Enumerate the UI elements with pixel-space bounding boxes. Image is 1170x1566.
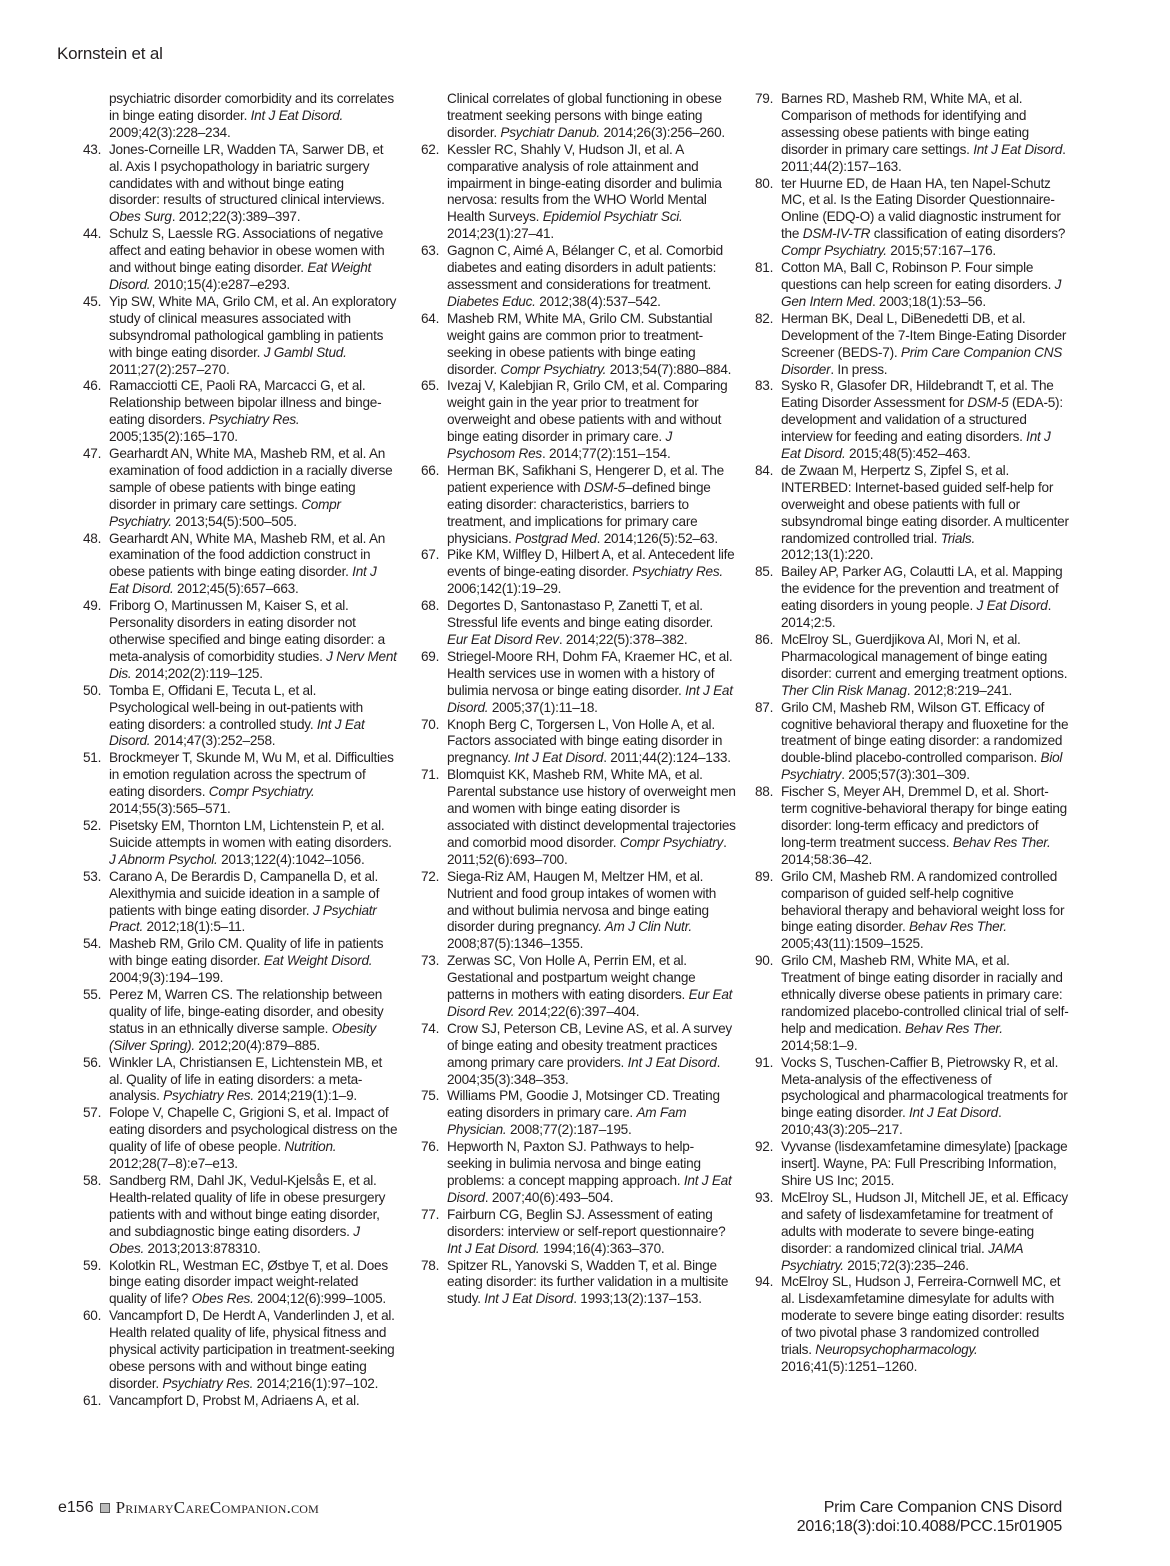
- running-head: Kornstein et al: [57, 44, 163, 63]
- reference-item: [80, 378, 398, 446]
- reference-number: 76.: [421, 1139, 440, 1155]
- reference-number: 64.: [421, 310, 440, 326]
- journal-title: Int J Eat Disord.: [109, 564, 377, 597]
- reference-text: Tomba E, Offidani E, Tecuta L, et al. Psychological well-being in out-patients with eating disorders: a controlled study.: [109, 682, 363, 732]
- reference-item: [418, 767, 736, 868]
- reference-text: Hepworth N, Paxton SJ. Pathways to help-seeking in bulimia nervosa and binge eating problems: a concept mapping approach.: [447, 1139, 701, 1188]
- journal-title: Psychiatry Res.: [208, 412, 300, 428]
- reference-item: [80, 683, 398, 751]
- reference-text: . 2011;44(2):124–133.: [603, 750, 731, 766]
- journal-title: Postgrad Med: [515, 530, 597, 546]
- journal-title: DSM-5: [583, 479, 625, 495]
- reference-text: . 2012;22(3):389–397.: [171, 209, 301, 225]
- reference-text: Folope V, Chapelle C, Grigioni S, et al. Impact of eating disorders and psychological distress on the quality of life of obese people.: [109, 1105, 398, 1155]
- reference-number: 62.: [421, 141, 440, 157]
- reference-number: 69.: [421, 648, 440, 664]
- reference-text: 2014;58:36–42.: [781, 851, 872, 867]
- reference-text: 1994;16(4):363–370.: [539, 1240, 665, 1256]
- reference-text: de Zwaan M, Herpertz S, Zipfel S, et al. INTERBED: Internet-based guided self-help for overweight and obese patients with full or subsyndromal binge eating disorder. A multicenter randomized controlled trial.: [781, 462, 1069, 546]
- reference-text: Pike KM, Wilfley D, Hilbert A, et al. Antecedent life events of binge-eating disorder.: [447, 547, 735, 580]
- reference-number: 85.: [755, 564, 774, 580]
- journal-title: Behav Res Ther.: [904, 1020, 1003, 1036]
- reference-text: . 2011;52(6):693–700.: [447, 834, 727, 867]
- journal-title: JAMA Psychiatry.: [781, 1240, 1023, 1273]
- reference-number: 70.: [421, 716, 440, 732]
- reference-text: . 2005;57(3):301–309.: [841, 767, 970, 783]
- journal-title: Am Fam Physician.: [447, 1105, 687, 1138]
- reference-number: 63.: [421, 243, 440, 259]
- reference-text: Kolotkin RL, Westman EC, Østbye T, et al. Does binge eating disorder impact weight-related quality of life?: [109, 1257, 388, 1307]
- reference-item: [752, 463, 1070, 564]
- reference-item: [80, 1055, 398, 1106]
- reference-number: 79.: [755, 91, 774, 106]
- reference-number: 91.: [755, 1054, 774, 1070]
- reference-text: . 2014;77(2):151–154.: [541, 446, 671, 462]
- reference-text: Herman BK, Safikhani S, Hengerer D, et al. The patient experience with: [447, 462, 724, 495]
- journal-title: Am J Clin Nutr.: [604, 919, 692, 935]
- reference-text: 2014;55(3):565–571.: [109, 801, 231, 817]
- footer-citation: [797, 1498, 1062, 1536]
- reference-number: 60.: [83, 1308, 102, 1324]
- reference-number: 53.: [83, 868, 102, 884]
- journal-title: Eat Weight Disord.: [263, 953, 373, 969]
- reference-text: Brockmeyer T, Skunde M, Wu M, et al. Difficulties in emotion regulation across the spectrum of eating disorders.: [109, 750, 394, 800]
- reference-number: 43.: [83, 141, 102, 157]
- reference-text: . 1993;13(2):137–153.: [573, 1291, 702, 1307]
- journal-title: Prim Care Companion CNS Disorder: [781, 344, 1063, 377]
- reference-number: 51.: [83, 750, 102, 766]
- journal-title: J Eat Disord: [976, 598, 1048, 614]
- journal-title: Int J Eat Disord.: [447, 1240, 540, 1256]
- reference-item: [80, 1308, 398, 1393]
- reference-number: 45.: [83, 293, 102, 309]
- reference-number: 56.: [83, 1054, 102, 1070]
- reference-item: [80, 750, 398, 818]
- reference-item: [80, 294, 398, 379]
- reference-text: Barnes RD, Masheb RM, White MA, et al. Comparison of methods for identifying and assessing obese patients with binge eating disorder in primary care settings.: [781, 91, 1029, 157]
- reference-text: Masheb RM, White MA, Grilo CM. Substantial weight gains are common prior to treatment-seeking in obese patients with binge eating disorder.: [447, 310, 713, 377]
- reference-text: Fischer S, Meyer AH, Dremmel D, et al. Short-term cognitive-behavioral therapy for binge eating disorder: long-term efficacy and predictors of long-term treatment success.: [781, 784, 1067, 850]
- reference-number: 61.: [83, 1392, 102, 1408]
- reference-text: 2005;43(11):1509–1525.: [781, 936, 924, 952]
- reference-item: [752, 1274, 1070, 1375]
- reference-text: ter Huurne ED, de Haan HA, ten Napel-Schutz MC, et al. Is the Eating Disorder Questionnaire-Online (EDQ-O) a valid diagnostic instrument for the: [781, 175, 1061, 242]
- journal-title: Obesity (Silver Spring).: [109, 1020, 377, 1053]
- reference-number: 44.: [83, 226, 102, 242]
- reference-number: 83.: [755, 378, 774, 394]
- reference-number: 68.: [421, 598, 440, 614]
- reference-column-2: [418, 91, 736, 1308]
- reference-item: [418, 1258, 736, 1309]
- reference-text: Zerwas SC, Von Holle A, Perrin EM, et al. Gestational and postpartum weight change patterns in mothers with eating disorders.: [447, 953, 696, 1003]
- journal-title: Int J Eat Disord: [627, 1054, 717, 1070]
- reference-item: [752, 176, 1070, 261]
- reference-text: 2004;12(6):999–1005.: [253, 1291, 386, 1307]
- reference-text: 2014;219(1):1–9.: [253, 1088, 357, 1104]
- reference-number: 87.: [755, 699, 774, 715]
- reference-text: Fairburn CG, Beglin SJ. Assessment of eating disorders: interview or self-report questionnaire?: [447, 1206, 726, 1239]
- reference-text: Striegel-Moore RH, Dohm FA, Kraemer HC, et al. Health services use in women with a history of bulimia nervosa or binge eating disorder.: [447, 648, 733, 698]
- reference-item: [752, 784, 1070, 869]
- reference-text: (EDA-5): development and validation of a structured interview for feeding and eating disorders.: [781, 395, 1063, 445]
- journal-title: Int J Eat Disord.: [109, 716, 365, 749]
- reference-item: [80, 1258, 398, 1309]
- reference-text: 2012;13(1):220.: [781, 547, 874, 563]
- journal-title: J Obes.: [109, 1223, 360, 1256]
- reference-text: . In press.: [830, 361, 888, 377]
- reference-number: 71.: [421, 767, 440, 783]
- reference-text: 2011;27(2):257–270.: [109, 361, 230, 377]
- journal-title: Obes Surg: [109, 209, 172, 225]
- journal-title: Int J Eat Disord: [909, 1105, 998, 1121]
- reference-item: [418, 91, 736, 142]
- reference-item: [418, 953, 736, 1021]
- reference-text: Gearhardt AN, White MA, Masheb RM, et al. An examination of food addiction in a racially diverse sample of obese patients with binge eating disorder in primary care settings.: [109, 446, 393, 512]
- reference-text: Williams PM, Goodie J, Motsinger CD. Treating eating disorders in primary care.: [447, 1088, 720, 1121]
- reference-number: 66.: [421, 462, 440, 478]
- reference-number: 73.: [421, 953, 440, 969]
- reference-text: Vancampfort D, Probst M, Adriaens A, et al.: [109, 1392, 360, 1408]
- reference-text: Schulz S, Laessle RG. Associations of negative affect and eating behavior in obese women with and without binge eating disorder.: [109, 226, 385, 276]
- reference-number: 93.: [755, 1189, 774, 1205]
- reference-text: Cotton MA, Ball C, Robinson P. Four simple questions can help screen for eating disorders.: [781, 260, 1055, 292]
- journal-title: Epidemiol Psychiatr Sci.: [542, 209, 683, 225]
- journal-title: Int J Eat Disord: [514, 750, 604, 766]
- reference-number: 46.: [83, 378, 102, 394]
- site-link[interactable]: PrimaryCareCompanion.com: [115, 1498, 320, 1517]
- reference-text: Ivezaj V, Kalebjian R, Grilo CM, et al. Comparing weight gain in the year prior to treatment for overweight and obese patients with and without binge eating disorder in primary care.: [447, 378, 728, 445]
- reference-text: classification of eating disorders?: [870, 226, 1066, 242]
- reference-text: 2009;42(3):228–234.: [109, 124, 231, 140]
- reference-text: 2012;38(4):537–542.: [535, 293, 661, 309]
- reference-number: 82.: [755, 310, 774, 326]
- journal-title: Psychiatry Res.: [162, 1375, 254, 1391]
- reference-number: 50.: [83, 682, 102, 698]
- reference-text: Carano A, De Berardis D, Campanella D, et al. Alexithymia and suicide ideation in a sample of patients with binge eating disorder.: [109, 868, 380, 918]
- reference-text: 2005;135(2):165–170.: [109, 429, 238, 445]
- reference-text: Jones-Corneille LR, Wadden TA, Sarwer DB, et al. Axis I psychopathology in bariatric surgery candidates with and without binge eating disorder: results of structured clinical interviews.: [109, 141, 385, 208]
- reference-number: 72.: [421, 868, 440, 884]
- reference-item: [418, 142, 736, 243]
- reference-text: 2015;72(3):235–246.: [843, 1257, 969, 1273]
- reference-item: [752, 1139, 1070, 1190]
- reference-item: [752, 378, 1070, 463]
- journal-title: Compr Psychiatry: [619, 834, 724, 850]
- square-bullet-icon: [100, 1503, 110, 1513]
- reference-text: Winkler LA, Christiansen E, Lichtenstein MB, et al. Quality of life in eating disorders: a meta-analysis.: [109, 1054, 383, 1104]
- reference-item: [752, 700, 1070, 785]
- reference-text: Friborg O, Martinussen M, Kaiser S, et al. Personality disorders in eating disorder not otherwise specified and binge eating disorder: a meta-analysis of comorbidity studies.: [109, 598, 385, 664]
- journal-name: Prim Care Companion CNS Disord: [823, 1499, 1062, 1516]
- reference-item: [752, 1190, 1070, 1275]
- journal-title: Int J Eat Disord.: [250, 107, 344, 123]
- journal-title: J Gambl Stud.: [263, 344, 347, 360]
- reference-text: 2015;57:167–176.: [886, 243, 996, 259]
- reference-text: –defined binge eating disorder: characteristics, barriers to treatment, and implications for primary care physicians.: [447, 479, 711, 546]
- reference-item: [418, 1021, 736, 1089]
- journal-title: J Abnorm Psychol.: [109, 851, 218, 867]
- journal-title: Compr Psychiatry.: [208, 784, 315, 800]
- reference-text: . 2012;8:219–241.: [906, 682, 1013, 698]
- reference-item: [418, 378, 736, 463]
- journal-title: Compr Psychiatry.: [109, 496, 341, 529]
- reference-text: Bailey AP, Parker AG, Colautti LA, et al. Mapping the evidence for the prevention and treatment of eating disorders in young people.: [781, 564, 1063, 614]
- journal-title: Biol Psychiatry: [781, 750, 1063, 783]
- reference-text: Herman BK, Deal L, DiBenedetti DB, et al. Development of the 7-Item Binge-Eating Disorder Screener (BEDS-7).: [781, 310, 1067, 360]
- reference-text: Grilo CM, Masheb RM, White MA, et al. Treatment of binge eating disorder in racially and ethnically diverse obese patients in primary care: randomized placebo-controlled clinical trial of self-help and medication.: [781, 953, 1069, 1036]
- reference-item: [752, 1055, 1070, 1140]
- journal-title: Int J Eat Disord: [973, 141, 1063, 157]
- reference-text: 2015;48(5):452–463.: [845, 446, 971, 462]
- reference-item: [418, 1088, 736, 1139]
- reference-number: 67.: [421, 547, 440, 563]
- reference-number: 74.: [421, 1020, 440, 1036]
- reference-text: Clinical correlates of global functioning in obese treatment seeking persons with binge eating disorder.: [447, 91, 722, 140]
- footer-left: [58, 1498, 319, 1518]
- page-number: e156: [58, 1499, 94, 1516]
- reference-item: [80, 531, 398, 599]
- reference-item: [752, 311, 1070, 379]
- reference-number: 90.: [755, 953, 774, 969]
- reference-text: McElroy SL, Hudson J, Ferreira-Cornwell MC, et al. Lisdexamfetamine dimesylate for adults with moderate to severe binge eating disorder: results of two pivotal phase 3 randomized controlled trials.: [781, 1274, 1065, 1358]
- reference-text: Grilo CM, Masheb RM. A randomized controlled comparison of guided self-help cognitive behavioral therapy and behavioral weight loss for binge eating disorder.: [781, 868, 1065, 935]
- reference-text: Kessler RC, Shahly V, Hudson JI, et al. A comparative analysis of role attainment and impairment in binge-eating disorder and bulimia nervosa: results from the WHO World Mental Health Surveys.: [447, 141, 722, 225]
- journal-title: Compr Psychiatry.: [500, 361, 607, 377]
- journal-title: J Psychiatr Pract.: [109, 902, 377, 935]
- reference-item: [752, 91, 1070, 176]
- reference-text: Sandberg RM, Dahl JK, Vedul-Kjelsås E, et al. Health-related quality of life in obese presurgery patients with and without binge eating disorder, and subdiagnostic binge eating disorders.: [109, 1173, 386, 1239]
- reference-text: Gearhardt AN, White MA, Masheb RM, et al. An examination of the food addiction construct in obese patients with binge eating disorder.: [109, 530, 386, 580]
- reference-item: [752, 869, 1070, 954]
- reference-item: [418, 869, 736, 954]
- reference-text: Masheb RM, Grilo CM. Quality of life in patients with binge eating disorder.: [109, 936, 384, 969]
- reference-text: . 2003;18(1):53–56.: [871, 293, 986, 309]
- reference-text: Pisetsky EM, Thornton LM, Lichtenstein P, et al. Suicide attempts in women with eating disorders.: [109, 817, 392, 850]
- reference-number: 80.: [755, 175, 774, 191]
- reference-text: Knoph Berg C, Torgersen L, Von Holle A, et al. Factors associated with binge eating disorder in pregnancy.: [447, 716, 723, 766]
- reference-number: 54.: [83, 936, 102, 952]
- reference-item: [418, 547, 736, 598]
- journal-title: Obes Res.: [191, 1291, 254, 1307]
- reference-text: . 2010;43(3):205–217.: [781, 1105, 1002, 1138]
- reference-text: Siega-Riz AM, Haugen M, Meltzer HM, et al. Nutrient and food group intakes of women with and without bulimia nervosa and binge eating disorder during pregnancy.: [447, 868, 717, 935]
- reference-column-1: [80, 91, 398, 1410]
- journal-title: Behav Res Ther.: [909, 919, 1007, 935]
- reference-text: 2012;45(5):657–663.: [173, 581, 299, 597]
- journal-title: DSM-IV-TR: [802, 226, 871, 242]
- reference-text: Vocks S, Tuschen-Caffier B, Pietrowsky R, et al. Meta-analysis of the effectiveness of psychological and pharmacological treatments for binge eating disorder.: [781, 1054, 1068, 1121]
- reference-item: [80, 1173, 398, 1258]
- reference-text: 2010;15(4):e287–e293.: [150, 276, 290, 292]
- reference-item: [418, 717, 736, 768]
- reference-item: [418, 598, 736, 649]
- reference-item: [80, 226, 398, 294]
- journal-title: Eat Weight Disord.: [109, 260, 372, 292]
- reference-text: Yip SW, White MA, Grilo CM, et al. An exploratory study of clinical measures associated with subsyndromal pathological gambling in patients with binge eating disorder.: [109, 293, 397, 360]
- reference-item: [80, 818, 398, 869]
- reference-text: Ramacciotti CE, Paoli RA, Marcacci G, et al. Relationship between bipolar illness and binge-eating disorders.: [109, 378, 382, 428]
- reference-number: 88.: [755, 784, 774, 800]
- reference-item: [752, 564, 1070, 632]
- reference-item: [418, 649, 736, 717]
- reference-number: 75.: [421, 1088, 440, 1104]
- reference-text: 2014;22(6):397–404.: [514, 1003, 640, 1019]
- reference-number: 55.: [83, 987, 102, 1003]
- journal-title: Int J Eat Disord: [484, 1291, 574, 1307]
- reference-item: [80, 1105, 398, 1173]
- reference-item: [80, 869, 398, 937]
- reference-number: 59.: [83, 1257, 102, 1273]
- reference-text: Spitzer RL, Yanovski S, Wadden T, et al. Binge eating disorder: its further validation in a multisite study.: [447, 1257, 729, 1307]
- reference-number: 58.: [83, 1173, 102, 1188]
- reference-text: Grilo CM, Masheb RM, Wilson GT. Efficacy of cognitive behavioral therapy and fluoxetine for the treatment of binge eating disorder: a randomized double-blind placebo-controlled comparison.: [781, 699, 1069, 766]
- reference-text: 2013;54(5):500–505.: [171, 513, 297, 529]
- reference-number: 92.: [755, 1139, 774, 1155]
- reference-number: 78.: [421, 1257, 440, 1273]
- reference-item: [80, 987, 398, 1055]
- reference-text: McElroy SL, Guerdjikova AI, Mori N, et al. Pharmacological management of binge eating disorder: current and emerging treatment options.: [781, 632, 1068, 681]
- reference-item: [752, 632, 1070, 700]
- reference-text: . 2014;126(5):52–63.: [596, 530, 718, 546]
- reference-text: 2014;26(3):256–260.: [599, 124, 725, 140]
- reference-number: 57.: [83, 1105, 102, 1121]
- journal-title: Nutrition.: [284, 1139, 337, 1155]
- reference-text: 2013;122(4):1042–1056.: [217, 851, 365, 867]
- reference-item: [80, 598, 398, 683]
- reference-text: . 2004;35(3):348–353.: [447, 1054, 721, 1087]
- reference-text: 2016;41(5):1251–1260.: [781, 1358, 918, 1374]
- reference-text: 2008;77(2):187–195.: [506, 1122, 632, 1138]
- journal-title: DSM-5: [967, 395, 1009, 411]
- reference-text: 2012;20(4):879–885.: [194, 1037, 320, 1053]
- reference-item: [80, 446, 398, 531]
- journal-title: Eur Eat Disord Rev: [447, 632, 559, 647]
- reference-text: . 2007;40(6):493–504.: [484, 1189, 614, 1205]
- reference-text: 2013;54(7):880–884.: [606, 361, 732, 377]
- reference-item: [80, 1393, 398, 1410]
- journal-title: Diabetes Educ.: [447, 293, 536, 309]
- reference-text: psychiatric disorder comorbidity and its correlates in binge eating disorder.: [109, 91, 394, 123]
- reference-text: 2006;142(1):19–29.: [447, 581, 562, 597]
- journal-title: Neuropsychopharmacology.: [815, 1342, 978, 1358]
- reference-item: [80, 142, 398, 227]
- journal-title: Behav Res Ther.: [952, 834, 1051, 850]
- reference-item: [80, 936, 398, 987]
- reference-text: 2008;87(5):1346–1355.: [447, 936, 584, 952]
- doi-citation: 2016;18(3):doi:10.4088/PCC.15r01905: [796, 1518, 1062, 1535]
- reference-item: [418, 243, 736, 311]
- reference-text: 2014;216(1):97–102.: [253, 1375, 379, 1391]
- reference-number: 52.: [83, 817, 102, 833]
- reference-item: [418, 1207, 736, 1258]
- reference-text: 2014;202(2):119–125.: [131, 665, 263, 681]
- reference-number: 89.: [755, 868, 774, 884]
- reference-number: 48.: [83, 530, 102, 546]
- reference-item: [752, 260, 1070, 311]
- reference-item: [418, 463, 736, 548]
- reference-item: [752, 953, 1070, 1054]
- reference-text: Sysko R, Glasofer DR, Hildebrandt T, et al. The Eating Disorder Assessment for: [781, 378, 1054, 411]
- reference-item: [418, 1139, 736, 1207]
- reference-text: 2005;37(1):11–18.: [488, 699, 598, 715]
- reference-text: Crow SJ, Peterson CB, Levine AS, et al. A survey of binge eating and obesity treatment practices among primary care providers.: [447, 1020, 732, 1070]
- reference-text: 2004;9(3):194–199.: [109, 970, 224, 986]
- reference-number: 94.: [755, 1274, 774, 1290]
- reference-number: 86.: [755, 632, 774, 647]
- reference-number: 77.: [421, 1206, 440, 1222]
- journal-title: Int J Eat Disord: [447, 1173, 732, 1205]
- reference-item: [418, 311, 736, 379]
- reference-text: 2012;28(7–8):e7–e13.: [109, 1156, 238, 1172]
- reference-text: 2012;18(1):5–11.: [143, 919, 246, 935]
- reference-text: Blomquist KK, Masheb RM, White MA, et al. Parental substance use history of overweight men and women with binge eating disorder is associated with distinct developmental trajectories and comorbid mood disorder.: [447, 767, 736, 850]
- journal-title: Psychiatry Res.: [163, 1088, 254, 1104]
- reference-text: . 2011;44(2):157–163.: [781, 141, 1066, 174]
- journal-title: J Gen Intern Med: [781, 276, 1062, 309]
- reference-text: . 2014;2:5.: [781, 598, 1052, 631]
- reference-text: Vancampfort D, De Herdt A, Vanderlinden J, et al. Health related quality of life, physical fitness and physical activity participation in treatment-seeking obese persons with and without binge eating disorder.: [109, 1308, 395, 1391]
- reference-number: 49.: [83, 598, 102, 614]
- journal-title: Int J Eat Disord.: [781, 429, 1051, 462]
- reference-text: 2013;2013:878310.: [144, 1240, 261, 1256]
- reference-text: Degortes D, Santonastaso P, Zanetti T, et al. Stressful life events and binge eating disorder.: [447, 598, 714, 631]
- reference-text: Vyvanse (lisdexamfetamine dimesylate) [package insert]. Wayne, PA: Full Prescribing Information, Shire US Inc; 2015.: [781, 1139, 1068, 1188]
- reference-text: 2014;47(3):252–258.: [150, 733, 276, 749]
- journal-title: J Nerv Ment Dis.: [109, 648, 397, 681]
- reference-item: [80, 91, 398, 142]
- journal-title: Ther Clin Risk Manag: [781, 682, 907, 698]
- reference-number: 81.: [755, 260, 774, 276]
- journal-title: Psychiatry Res.: [632, 564, 723, 580]
- reference-text: Gagnon C, Aimé A, Bélanger C, et al. Comorbid diabetes and eating disorders in adult patients: assessment and considerations for treatment.: [447, 243, 723, 292]
- journal-title: Int J Eat Disord.: [447, 682, 733, 715]
- journal-title: J Psychosom Res: [447, 429, 672, 462]
- reference-column-3: [752, 91, 1070, 1376]
- reference-text: Perez M, Warren CS. The relationship between quality of life, binge-eating disorder, and obesity status in an ethnically diverse sample.: [109, 987, 384, 1036]
- reference-text: 2014;58:1–9.: [781, 1037, 858, 1053]
- journal-title: Psychiatr Danub.: [500, 124, 600, 140]
- reference-number: 65.: [421, 378, 440, 394]
- journal-title: Trials.: [940, 530, 975, 546]
- journal-title: Eur Eat Disord Rev.: [447, 987, 733, 1019]
- journal-title: Compr Psychiatry.: [781, 243, 887, 259]
- reference-number: 84.: [755, 462, 774, 478]
- reference-text: 2014;23(1):27–41.: [447, 226, 554, 242]
- reference-text: . 2014;22(5):378–382.: [558, 632, 688, 647]
- reference-text: McElroy SL, Hudson JI, Mitchell JE, et al. Efficacy and safety of lisdexamfetamine for treatment of adults with moderate to severe binge-eating disorder: a randomized clinical trial.: [781, 1189, 1068, 1256]
- reference-number: 47.: [83, 446, 102, 462]
